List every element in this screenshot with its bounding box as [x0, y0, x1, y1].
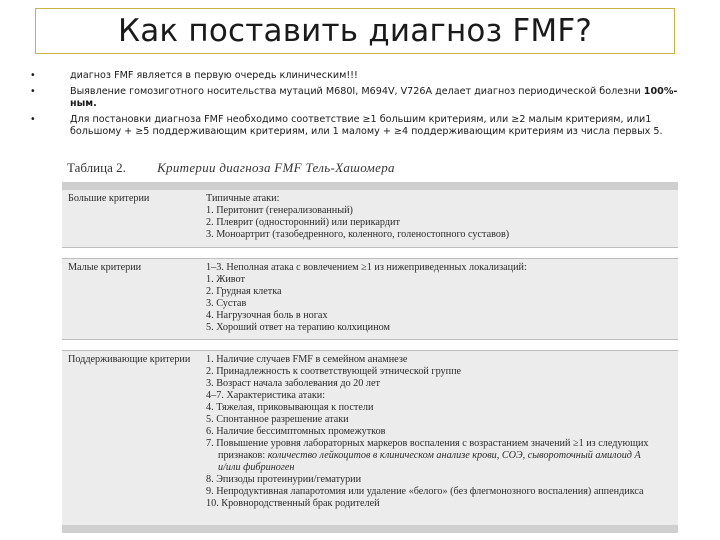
- title-box: [35, 8, 675, 54]
- criteria-line: 3. Сустав: [206, 298, 247, 309]
- criteria-line: 10. Кровнородственный брак родителей: [206, 498, 380, 509]
- table-separator: [62, 339, 678, 351]
- criteria-line: [206, 462, 678, 474]
- major-criteria-row: [62, 190, 678, 247]
- criteria-line: [206, 450, 678, 462]
- supporting-criteria-row: [62, 351, 678, 525]
- criteria-line: 3. Моноартрит (тазобедренного, коленного, голеностопного суставов): [206, 229, 510, 240]
- bullet-item: [30, 70, 680, 82]
- table-caption: [67, 160, 687, 178]
- criteria-line: Типичные атаки:: [206, 193, 280, 204]
- table-number: Таблица 2.: [67, 160, 126, 175]
- table-separator: [62, 247, 678, 259]
- criteria-line: 5. Спонтанное разрешение атаки: [206, 414, 349, 425]
- table-header-band: [62, 182, 678, 190]
- criteria-line: 1. Наличие случаев FMF в семейном анамнезе: [206, 354, 408, 365]
- criteria-line-italic: и/или фибриноген: [218, 462, 295, 473]
- supporting-criteria-list: [206, 354, 678, 521]
- criteria-line: 2. Плеврит (односторонний) или перикардит: [206, 217, 400, 228]
- criteria-table: [62, 182, 678, 533]
- criteria-line: 1. Живот: [206, 274, 245, 285]
- table-title: Критерии диагноза FMF Тель-Хашомера: [157, 160, 395, 175]
- criteria-line: 4–7. Характеристика атаки:: [206, 390, 326, 401]
- criteria-line: 1. Перитонит (генерализованный): [206, 205, 353, 216]
- criteria-line: 3. Возраст начала заболевания до 20 лет: [206, 378, 380, 389]
- bullet-text: диагноз FMF является в первую очередь клиническим!!!: [70, 70, 358, 81]
- bullet-item: [30, 114, 680, 138]
- table-footer-band: [62, 525, 678, 533]
- bullet-list: [30, 70, 680, 142]
- major-criteria-label: Большие критерии: [68, 193, 150, 204]
- bullet-text: Выявление гомозиготного носительства мутаций M680I, M694V, V726A делает диагноз периодической болезни: [70, 86, 641, 97]
- criteria-line: 2. Грудная клетка: [206, 286, 282, 297]
- criteria-line-italic: количество лейкоцитов в клиническом анализе крови, СОЭ, сывороточный амилоид А: [267, 450, 641, 461]
- bullet-item: [30, 86, 680, 110]
- supporting-criteria-label: Поддерживающие критерии: [68, 354, 191, 365]
- criteria-line: 6. Наличие бессимптомных промежутков: [206, 426, 386, 437]
- minor-criteria-label: Малые критерии: [68, 262, 142, 273]
- criteria-line: 7. Повышение уровня лабораторных маркеров воспаления с возрастанием значений ≥1 из следующих: [206, 438, 649, 449]
- bullet-strong-text: 100%-ным.: [70, 86, 678, 109]
- criteria-line: 4. Нагрузочная боль в ногах: [206, 310, 328, 321]
- criteria-line: 4. Тяжелая, приковывающая к постели: [206, 402, 374, 413]
- minor-criteria-list: [206, 262, 678, 335]
- criteria-line-part: признаков:: [218, 450, 266, 461]
- criteria-line: 1–3. Неполная атака с вовлечением ≥1 из нижеприведенных локализаций:: [206, 262, 527, 273]
- major-criteria-list: [206, 193, 678, 243]
- criteria-line: 9. Непродуктивная лапаротомия или удаление «белого» (без флегмонозного воспаления) аппендикса: [206, 486, 644, 497]
- criteria-line: 8. Эпизоды протеинурии/гематурии: [206, 474, 362, 485]
- bullet-dot: •: [30, 86, 36, 97]
- criteria-line: 2. Принадлежность к соответствующей этнической группе: [206, 366, 462, 377]
- slide-title: Как поставить диагноз FMF?: [117, 13, 592, 49]
- bullet-dot: •: [30, 70, 36, 81]
- bullet-dot: •: [30, 114, 36, 125]
- minor-criteria-row: [62, 259, 678, 339]
- criteria-line: 5. Хороший ответ на терапию колхицином: [206, 322, 390, 333]
- bullet-text: Для постановки диагноза FMF необходимо соответствие ≥1 большим критериям, или ≥2 малым критериям, или1 большому + ≥5 поддерживающим критериям, или 1 малому + ≥4 поддерживающим критериям из числа первых 5.: [70, 114, 663, 137]
